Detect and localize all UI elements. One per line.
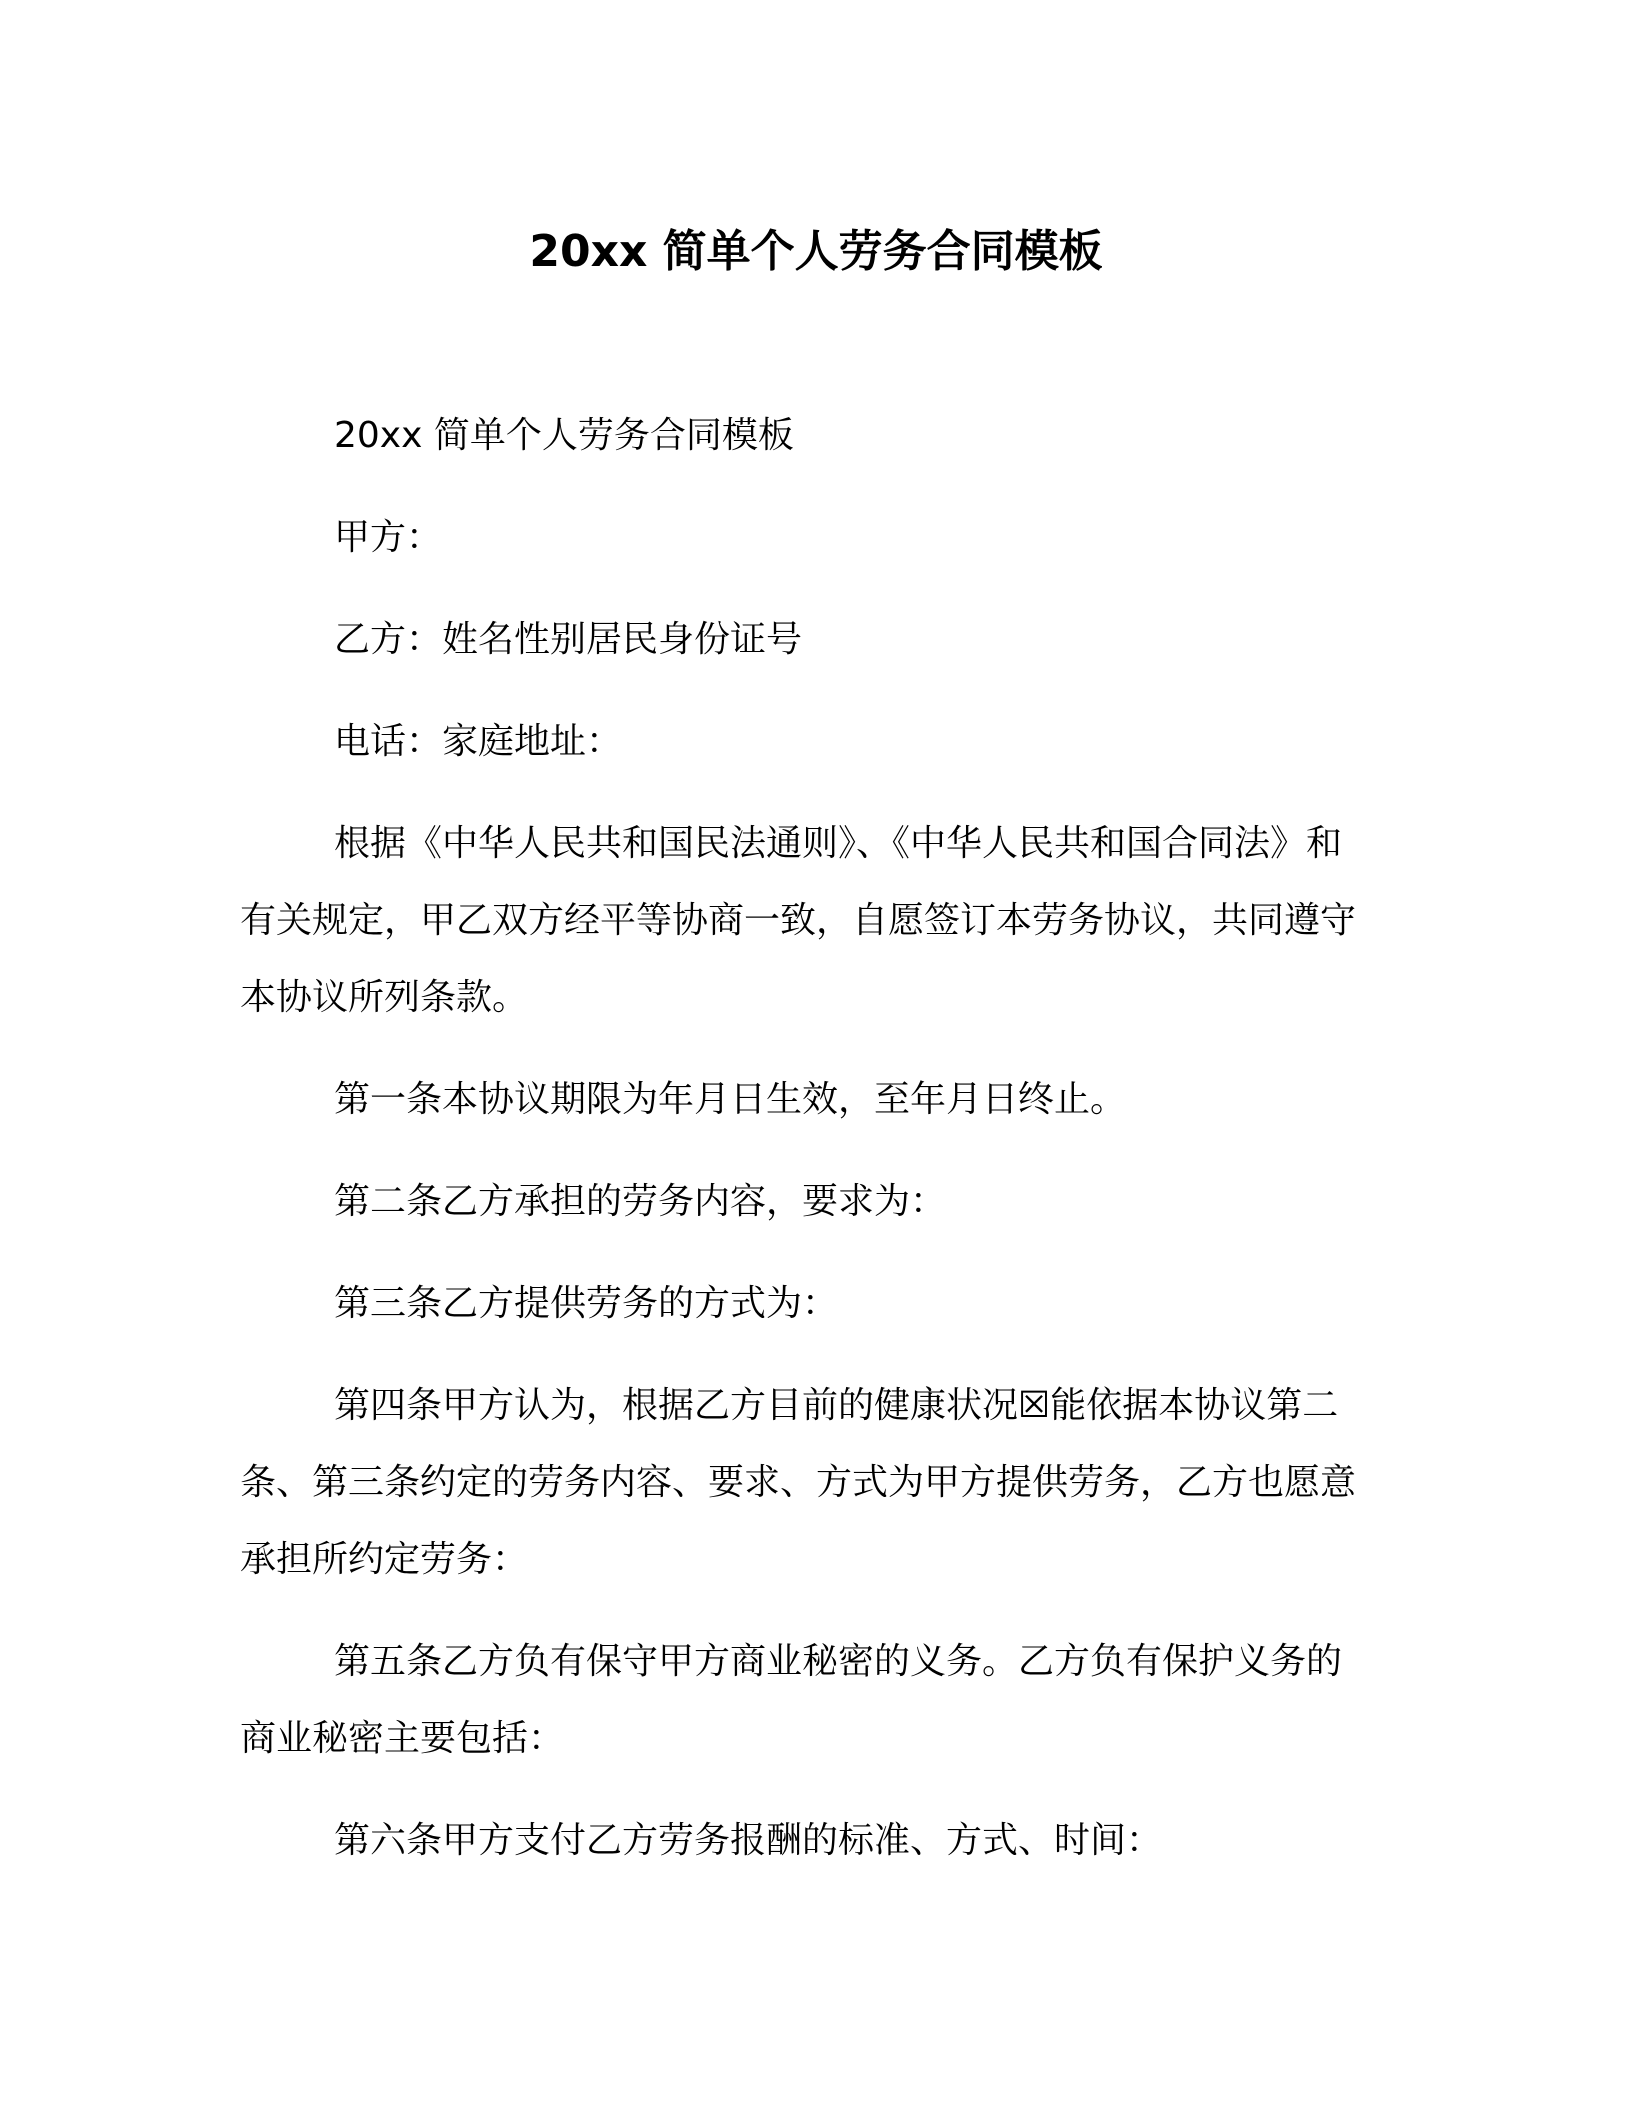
paragraph-article-1: 第一条本协议期限为年月日生效，至年月日终止。	[334, 1079, 1127, 1120]
paragraph-article-5: 第五条乙方负有保守甲方商业秘密的义务。乙方负有保护义务的商业秘密主要包括：	[240, 1641, 1343, 1759]
paragraph-article-6: 第六条甲方支付乙方劳务报酬的标准、方式、时间：	[334, 1820, 1163, 1861]
paragraph-party-a: 甲方：	[334, 517, 443, 558]
paragraph-article-2: 第二条乙方承担的劳务内容，要求为：	[334, 1181, 947, 1222]
paragraph-subtitle: 20xx 简单个人劳务合同模板	[334, 415, 794, 456]
paragraph-article-3: 第三条乙方提供劳务的方式为：	[334, 1283, 839, 1324]
paragraph-article-4: 第四条甲方认为，根据乙方目前的健康状况☒能依据本协议第二条、第三条约定的劳务内容、要求、方式为甲方提供劳务，乙方也愿意承担所约定劳务：	[240, 1385, 1357, 1580]
paragraph-party-b: 乙方：姓名性别居民身份证号	[334, 619, 803, 660]
document-title: 20xx 简单个人劳务合同模板	[529, 226, 1103, 277]
paragraph-preamble: 根据《中华人民共和国民法通则》、《中华人民共和国合同法》和有关规定，甲乙双方经平等协商一致，自愿签订本劳务协议，共同遵守本协议所列条款。	[240, 823, 1357, 1018]
paragraph-contact: 电话：家庭地址：	[334, 721, 623, 762]
